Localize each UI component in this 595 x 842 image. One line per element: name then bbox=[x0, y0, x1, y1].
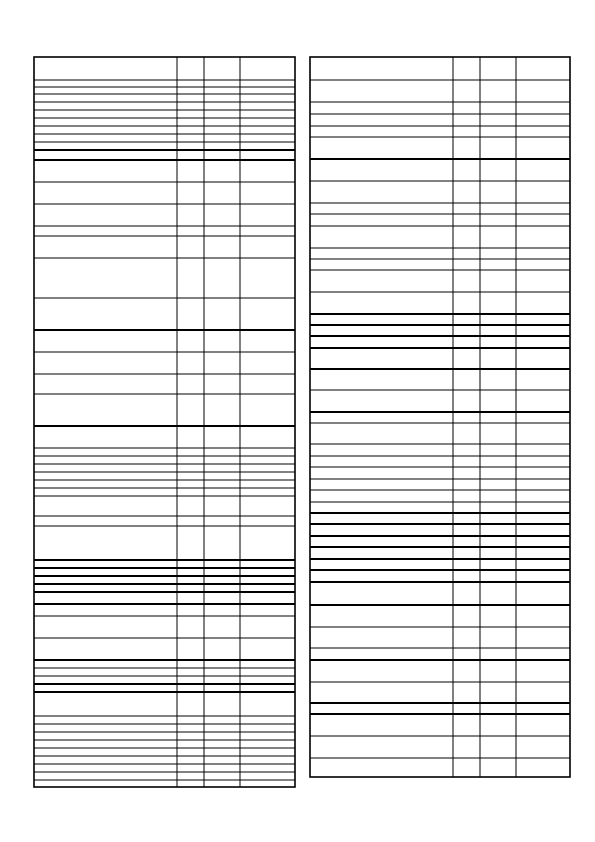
right-table bbox=[310, 57, 570, 777]
table-frame bbox=[34, 57, 295, 787]
left-table bbox=[34, 57, 295, 787]
table-frame bbox=[310, 57, 570, 777]
